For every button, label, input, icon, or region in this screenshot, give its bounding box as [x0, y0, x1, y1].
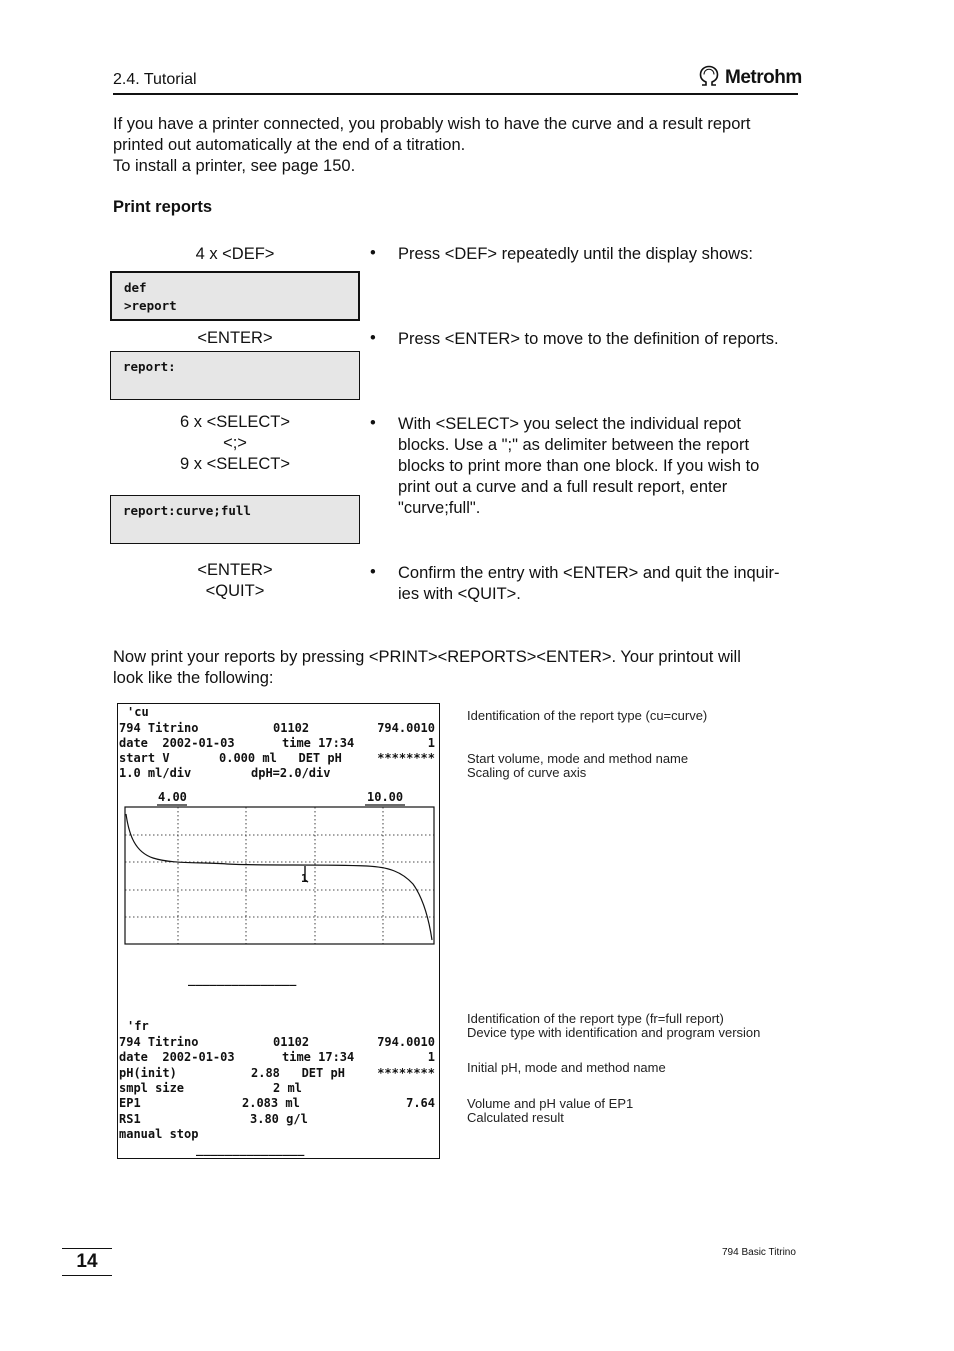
- ep-marker-label: 1: [301, 872, 308, 885]
- display-line: report:curve;full: [123, 503, 251, 518]
- printout-cell: 1: [427, 1050, 435, 1064]
- printout-cell: date 2002-01-03: [119, 1050, 235, 1064]
- printout-cell: 7.64: [406, 1096, 435, 1110]
- step-3-keys: [110, 412, 360, 475]
- printout-cell: 794 Titrino: [119, 1035, 199, 1049]
- step-1-text: Press <DEF> repeatedly until the display shows:: [398, 245, 753, 263]
- text-line: Confirm the entry with <ENTER> and quit the inquir-: [398, 564, 780, 582]
- key-line: <ENTER>: [197, 561, 273, 579]
- printout-cell: RS1: [119, 1112, 141, 1126]
- key-line: 6 x <SELECT>: [179, 413, 291, 431]
- printout-cell: 01102: [273, 721, 310, 735]
- text-line: With <SELECT> you select the individual repot: [398, 415, 742, 433]
- intro-line: If you have a printer connected, you probably wish to have the curve and a result report: [113, 115, 751, 133]
- annotation: Volume and pH value of EP1: [467, 1096, 634, 1111]
- curve-scale-right: 10.00: [367, 790, 404, 804]
- display-box-def-report: [110, 271, 360, 321]
- bullet: •: [370, 563, 376, 581]
- footer-rule: [62, 1275, 112, 1276]
- intro-line: To install a printer, see page 150.: [113, 157, 356, 175]
- printout-cell: 0.000 ml DET pH: [219, 751, 342, 765]
- step-2-text: Press <ENTER> to move to the definition of reports.: [398, 330, 779, 348]
- text-line: look like the following:: [113, 669, 274, 687]
- display-box-report: [110, 351, 360, 400]
- footer-rule: [62, 1248, 112, 1249]
- text-line: blocks to print more than one block. If you wish to: [398, 457, 760, 475]
- plot-frame: [125, 807, 434, 944]
- display-line: report:: [123, 359, 176, 374]
- document-name: 794 Basic Titrino: [722, 1247, 796, 1258]
- step-4-text: [398, 563, 803, 605]
- now-print-paragraph: [113, 647, 803, 689]
- key-line: <;>: [223, 434, 247, 452]
- printout-cell: time 17:34: [282, 736, 355, 750]
- step-4-keys: [110, 560, 360, 602]
- annotation: Initial pH, mode and method name: [467, 1060, 666, 1075]
- printout-cell: pH(init): [119, 1066, 177, 1080]
- separator-line: _______________: [188, 972, 297, 986]
- printout-cell: 2.88 DET pH: [251, 1066, 345, 1080]
- printout-cell: manual stop: [119, 1127, 199, 1141]
- printout-cell: start V: [119, 751, 170, 765]
- printout-cell: ********: [377, 751, 435, 765]
- separator-line: _______________: [196, 1142, 305, 1156]
- text-line: ies with <QUIT>.: [398, 585, 521, 603]
- curve-report-header: 'cu: [127, 705, 149, 719]
- bullet: •: [370, 244, 376, 262]
- printout-cell: dpH=2.0/div: [251, 766, 331, 780]
- omega-icon: [697, 65, 721, 92]
- header-rule: [113, 93, 798, 95]
- step-3-text: [398, 414, 803, 519]
- display-line: def: [124, 280, 147, 295]
- annotation: Start volume, mode and method name: [467, 751, 689, 766]
- full-report-header: 'fr: [127, 1019, 149, 1033]
- printout-cell: ********: [377, 1066, 435, 1080]
- key-line: <QUIT>: [205, 582, 265, 600]
- titration-curve-plot: [117, 800, 440, 950]
- printout-cell: 1.0 ml/div: [119, 766, 192, 780]
- text-line: "curve;full".: [398, 499, 481, 517]
- logo-text: Metrohm: [725, 67, 802, 88]
- printout-cell: 794 Titrino: [119, 721, 199, 735]
- bullet: •: [370, 329, 376, 347]
- printout-cell: 1: [427, 736, 435, 750]
- annotation: Device type with identification and program version: [467, 1025, 761, 1040]
- curve-scale-left: 4.00: [158, 790, 187, 804]
- metrohm-logo: [697, 66, 802, 90]
- annotation: Identification of the report type (cu=curve): [467, 708, 708, 723]
- printout-cell: 2 ml: [273, 1081, 302, 1095]
- plot-grid: [125, 807, 434, 944]
- text-line: blocks. Use a ";" as delimiter between the report: [398, 436, 750, 454]
- printout-cell: EP1: [119, 1096, 141, 1110]
- text-line: print out a curve and a full result report, enter: [398, 478, 728, 496]
- printout-cell: 2.083 ml: [242, 1096, 300, 1110]
- printout-cell: 3.80 g/l: [250, 1112, 308, 1126]
- intro-paragraph: [113, 114, 803, 177]
- printout-cell: 794.0010: [377, 721, 435, 735]
- key-line: 9 x <SELECT>: [179, 455, 291, 473]
- titration-curve: [126, 814, 432, 940]
- annotation: Identification of the report type (fr=full report): [467, 1011, 724, 1026]
- step-1-key: 4 x <DEF>: [195, 245, 275, 263]
- printout-cell: time 17:34: [282, 1050, 355, 1064]
- intro-line: printed out automatically at the end of a titration.: [113, 136, 466, 154]
- annotation: Scaling of curve axis: [467, 765, 587, 780]
- text-line: Now print your reports by pressing <PRINT><REPORTS><ENTER>. Your printout will: [113, 648, 741, 666]
- display-line: >report: [124, 298, 177, 313]
- page-number: 14: [76, 1251, 98, 1272]
- section-heading: Print reports: [113, 198, 213, 216]
- step-2-key: <ENTER>: [197, 329, 273, 347]
- printout-cell: 01102: [273, 1035, 310, 1049]
- printout-cell: date 2002-01-03: [119, 736, 235, 750]
- bullet: •: [370, 414, 376, 432]
- annotation: Calculated result: [467, 1110, 564, 1125]
- display-box-report-curve-full: [110, 495, 360, 544]
- printout-cell: smpl size: [119, 1081, 185, 1095]
- section-title: 2.4. Tutorial: [113, 71, 197, 88]
- printout-cell: 794.0010: [377, 1035, 435, 1049]
